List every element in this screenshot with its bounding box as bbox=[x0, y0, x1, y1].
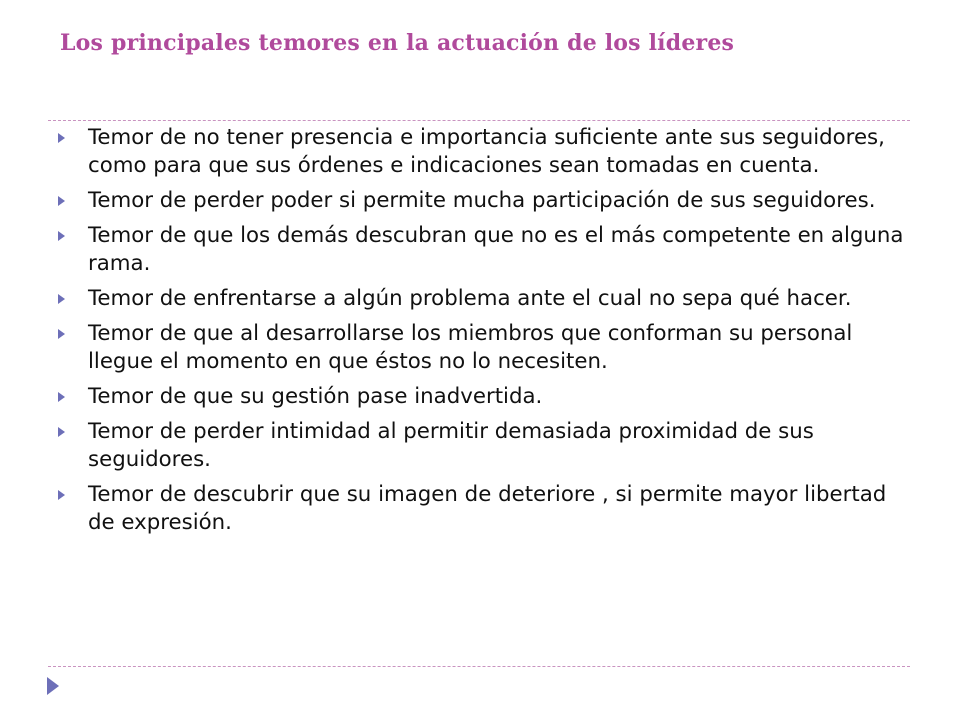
bullet-item bbox=[56, 187, 906, 215]
triangle-bullet-icon bbox=[58, 231, 65, 241]
bullet-item bbox=[56, 222, 906, 278]
bullet-text: Temor de enfrentarse a algún problema ante el cual no sepa qué hacer. bbox=[88, 286, 852, 311]
triangle-bullet-icon bbox=[58, 392, 65, 402]
bullet-text: Temor de descubrir que su imagen de deteriore , si permite mayor libertad de expresión. bbox=[88, 482, 887, 535]
bottom-dashed-divider bbox=[48, 666, 910, 667]
top-dashed-divider bbox=[48, 120, 910, 121]
bullet-item bbox=[56, 124, 906, 180]
bullet-item bbox=[56, 285, 906, 313]
triangle-bullet-icon bbox=[58, 329, 65, 339]
bullet-text: Temor de que al desarrollarse los miembros que conforman su personal llegue el momento en que éstos no lo necesiten. bbox=[88, 321, 853, 374]
bullet-text: Temor de no tener presencia e importancia suficiente ante sus seguidores, como para que sus órdenes e indicaciones sean tomadas en cuenta. bbox=[88, 125, 885, 178]
triangle-bullet-icon bbox=[58, 294, 65, 304]
bullet-item bbox=[56, 383, 906, 411]
triangle-bullet-icon bbox=[58, 133, 65, 143]
triangle-bullet-icon bbox=[58, 196, 65, 206]
bullet-text: Temor de perder intimidad al permitir demasiada proximidad de sus seguidores. bbox=[88, 419, 814, 472]
bullet-item bbox=[56, 418, 906, 474]
triangle-bullet-icon bbox=[58, 427, 65, 437]
slide-title: Los principales temores en la actuación de los líderes bbox=[60, 30, 735, 56]
bullet-text: Temor de perder poder si permite mucha participación de sus seguidores. bbox=[88, 188, 876, 213]
corner-triangle-icon bbox=[47, 677, 59, 695]
bullet-item bbox=[56, 481, 906, 537]
bullet-text: Temor de que su gestión pase inadvertida. bbox=[88, 384, 543, 409]
triangle-bullet-icon bbox=[58, 490, 65, 500]
bullet-list bbox=[56, 124, 906, 544]
bullet-item bbox=[56, 320, 906, 376]
bullet-text: Temor de que los demás descubran que no es el más competente en alguna rama. bbox=[88, 223, 904, 276]
